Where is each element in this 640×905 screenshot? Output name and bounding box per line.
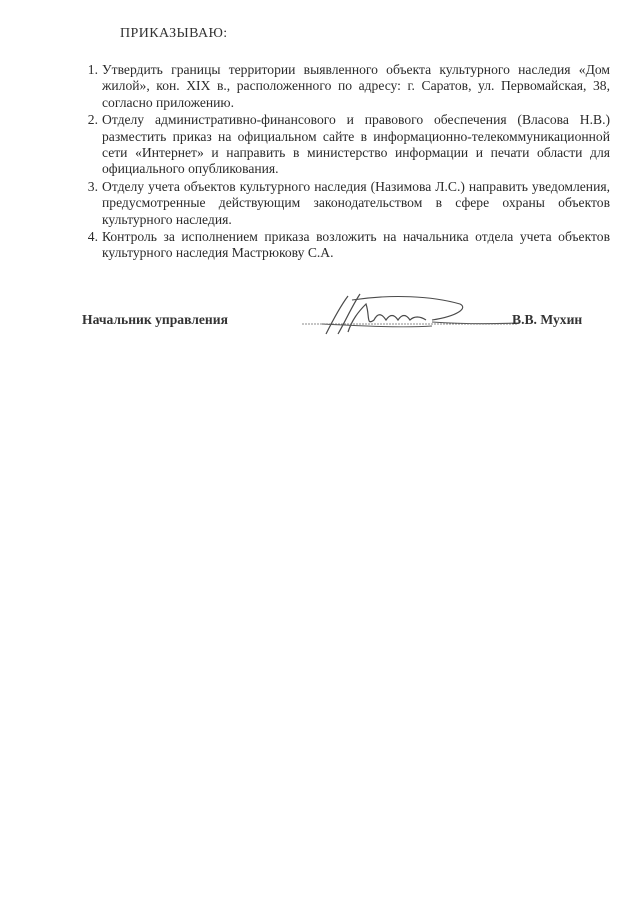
- list-item: [76, 112, 610, 178]
- item-number: 2.: [87, 112, 98, 128]
- order-heading: ПРИКАЗЫВАЮ:: [120, 26, 228, 41]
- item-text: Контроль за исполнением приказа возложить на начальника отдела учета объектов культурного наследия Мастрюкову С.А.: [102, 229, 610, 261]
- signature-block: [82, 312, 602, 342]
- item-number: 1.: [87, 62, 98, 77]
- list-item: [76, 179, 610, 228]
- signatory-name: В.В. Мухин: [512, 312, 583, 327]
- item-text: Отделу учета объектов культурного наследия (Назимова Л.С.) направить уведомления, предусмотренные действующим законодательством в сфере охраны объектов культурного наследия.: [102, 178, 610, 227]
- order-items-list: [76, 62, 610, 263]
- item-number: 3.: [87, 178, 98, 194]
- signatory-position: Начальник управления: [82, 312, 228, 327]
- list-item: [76, 62, 610, 111]
- item-number: 4.: [87, 229, 98, 245]
- item-text: Утвердить границы территории выявленного объекта культурного наследия «Дом жилой», кон. XIX в., расположенного по адресу: г. Саратов, ул. Первомайская, 38, согласно приложению.: [102, 62, 610, 110]
- item-text: Отделу административно-финансового и правового обеспечения (Власова Н.В.) разместить приказ на официальном сайте в информационно-телекоммуникационной сети «Интернет» и направить в министерство информации и печати области для официального опубликования.: [102, 112, 610, 177]
- list-item: [76, 229, 610, 262]
- handwritten-signature: [282, 290, 522, 338]
